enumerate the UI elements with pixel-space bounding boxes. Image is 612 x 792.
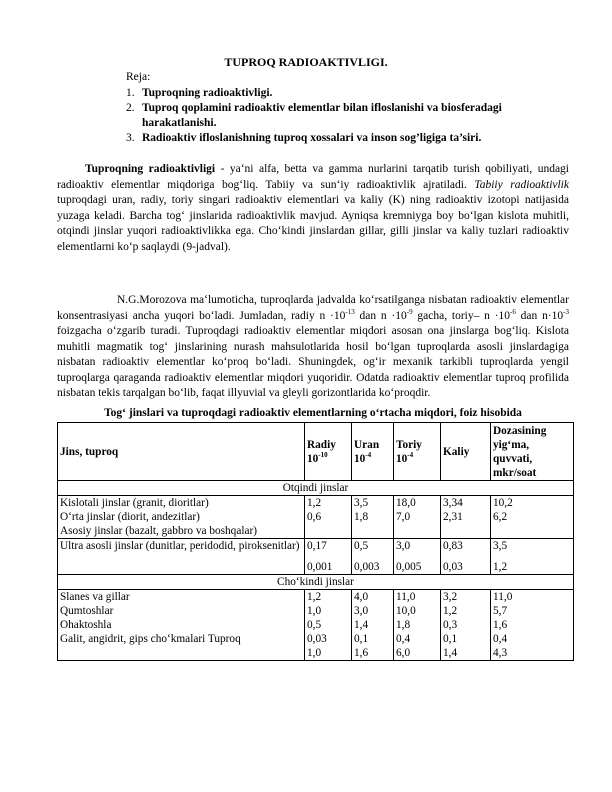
paragraph-radioactivity	[57, 162, 569, 255]
value: 3,0	[354, 605, 369, 617]
radium-cell	[305, 496, 352, 539]
page-title: TUPROQ RADIOAKTIVLIGI.	[224, 55, 388, 69]
potassium-cell	[441, 539, 491, 575]
exponent: -10	[318, 450, 328, 459]
rock-cell	[58, 539, 305, 575]
value: 0,4	[396, 633, 411, 645]
potassium-cell	[441, 496, 491, 539]
header-unit: 10	[396, 452, 408, 465]
value: 0,003	[354, 561, 380, 573]
paragraph-text: - ya‘ni alfa, betta va gamma nurlarini tarqatib turish qobiliyati, undagi radioaktiv elementlar miqdoriga bog‘liq. Tabiiy va sun‘iy radioaktivlik ajratiladi.	[57, 163, 569, 191]
table-row	[58, 539, 574, 575]
value: 1,4	[443, 647, 458, 659]
plan-label: Reja:	[126, 71, 151, 83]
paragraph-text: foizgacha o‘zgarib turadi. Tuproqdagi radioaktiv elementlar miqdori asosan ona jinslarga bog‘liq. Kislota muhitli magmatik tog‘ jinslarining nurash mahsulotlarida hosil bo‘lgan tuproqlarda asosli jinslardagiga nisbatan radioaktiv elementlar ko‘proq bo‘ladi. Shuningdek, og‘ir mexanik tarkibli tuproqlarda yengil tuproqlarga qaraganda radioaktiv elementlar miqdori yuqoridir. Odatda radioaktiv elementlar tuproq profilida nisbatan tekis tarqalgan bo‘lib, faqat illyuvial va gleyli gorizontlarida ko‘proqdir.	[57, 325, 569, 399]
table-caption: Tog‘ jinslari va tuproqdagi radioaktiv elementlarning o‘rtacha miqdori, foiz hisobida	[104, 407, 522, 419]
plan-item	[126, 131, 566, 146]
thorium-cell	[394, 496, 441, 539]
uranium-cell	[352, 539, 394, 575]
value: 5,7	[493, 605, 508, 617]
plan-item-number: 1.	[126, 87, 135, 99]
exponent: -9	[406, 307, 413, 316]
table-row	[58, 590, 574, 661]
plan-item-text: Tuproqning radioaktivligi.	[142, 87, 273, 99]
value: 0,17	[307, 540, 327, 552]
rock-cell	[58, 496, 305, 539]
plan-list	[126, 86, 566, 146]
value: 1,4	[354, 619, 369, 631]
value: 1,8	[354, 511, 369, 523]
radioactivity-table	[57, 422, 574, 661]
header-uranium	[352, 423, 394, 481]
thorium-cell	[394, 590, 441, 661]
thorium-cell	[394, 539, 441, 575]
value: 10,0	[396, 605, 416, 617]
value: 1,2	[493, 561, 508, 573]
value: 1,6	[493, 619, 508, 631]
value: 11,0	[493, 591, 513, 603]
exponent: -4	[407, 450, 414, 459]
value: 0,03	[307, 633, 327, 645]
paragraph-text: dan n ·10	[354, 309, 407, 322]
table-group-row	[58, 481, 574, 496]
header-label: Uran	[354, 438, 380, 451]
value: 1,6	[354, 647, 369, 659]
exponent: -4	[365, 450, 372, 459]
dose-cell	[491, 539, 574, 575]
value: 4,0	[354, 591, 369, 603]
rock-name: Slanes va gillar	[60, 591, 130, 603]
uranium-cell	[352, 590, 394, 661]
value: 0,001	[307, 561, 333, 573]
paragraph-lead-term: Tuproqning radioaktivligi	[85, 163, 216, 175]
header-unit: 10	[307, 452, 319, 465]
value: 3,5	[493, 540, 508, 552]
radium-cell	[305, 539, 352, 575]
value: 6,2	[493, 511, 508, 523]
value: 0,5	[354, 540, 369, 552]
value: 10,2	[493, 497, 513, 509]
value: 3,2	[443, 591, 458, 603]
paragraph-text: tuproqdagi uran, radiy, toriy singari radioaktiv elementlari va kaliy (K) ning radioaktiv izotopi natijasida yuzaga keladi. Barcha tog‘ jinslarida radioaktivlik mavjud. Ayniqsa kremniyga boy bo‘lgan kislota muhitli, otqindi jinslar yuqori radioaktivlikka ega. Cho‘kindi jinslardan gillar, gilli jinslar va kaliy tuzlari radioaktiv elementlarni ko‘p saqlaydi (9-jadval).	[57, 194, 569, 253]
header-dose: Dozasining yig‘ma, quvvati, mkr/soat	[491, 423, 574, 481]
rock-name: Kislotali jinslar (granit, dioritlar)	[60, 497, 209, 509]
value: 4,3	[493, 647, 508, 659]
value: 1,2	[443, 605, 458, 617]
plan-item-text: Radioaktiv ifloslanishning tuproq xossalari va inson sog’ligiga ta’siri.	[142, 132, 482, 144]
value: 1,0	[307, 647, 322, 659]
plan-item	[126, 101, 566, 131]
rock-cell	[58, 590, 305, 661]
exponent: -3	[563, 307, 569, 316]
plan-item-text: Tuproq qoplamini radioaktiv elementlar bilan ifloslanishi va biosferadagi harakatlanishi.	[142, 102, 502, 129]
value: 0,3	[443, 619, 458, 631]
value: 18,0	[396, 497, 416, 509]
dose-cell	[491, 496, 574, 539]
header-thorium	[394, 423, 441, 481]
value: 0,1	[354, 633, 369, 645]
dose-cell	[491, 590, 574, 661]
value: 0,4	[493, 633, 508, 645]
paragraph-italic-term: Tabiiy radioaktivlik	[474, 178, 569, 191]
header-label: Toriy	[396, 438, 422, 451]
radium-cell	[305, 590, 352, 661]
value: 3,5	[354, 497, 369, 509]
rock-name: Qumtoshlar	[60, 605, 114, 617]
paragraph-morozova	[57, 293, 569, 402]
plan-item-number: 2.	[126, 102, 135, 114]
value: 0,83	[443, 540, 463, 552]
plan-item	[126, 86, 566, 101]
rock-name: Galit, angidrit, gips cho‘kmalari Tuproq	[60, 633, 241, 645]
group-label: Otqindi jinslar	[58, 481, 574, 496]
group-label: Cho‘kindi jinslar	[58, 575, 574, 590]
header-rock: Jins, tuproq	[58, 423, 305, 481]
uranium-cell	[352, 496, 394, 539]
plan-item-number: 3.	[126, 132, 135, 144]
header-potassium: Kaliy	[441, 423, 491, 481]
value: 1,2	[307, 591, 322, 603]
table-row	[58, 496, 574, 539]
value: 3,0	[396, 540, 411, 552]
rock-name: O‘rta jinslar (diorit, andezitlar)	[60, 511, 200, 523]
potassium-cell	[441, 590, 491, 661]
value: 1,2	[307, 497, 322, 509]
value: 11,0	[396, 591, 416, 603]
value: 1,0	[307, 605, 322, 617]
value: 2,31	[443, 511, 463, 523]
exponent: -6	[510, 307, 516, 316]
rock-name: Asosiy jinslar (bazalt, gabbro va boshqalar)	[60, 525, 258, 537]
table-header-row	[58, 423, 574, 481]
table-group-row	[58, 575, 574, 590]
value: 0,03	[443, 561, 463, 573]
value: 1,8	[396, 619, 411, 631]
header-radium	[305, 423, 352, 481]
exponent: -13	[345, 307, 355, 316]
value: 6,0	[396, 647, 411, 659]
header-unit: 10	[354, 452, 366, 465]
paragraph-text: gacha, toriy– n ·10	[412, 309, 511, 322]
value: 0,1	[443, 633, 458, 645]
value: 3,34	[443, 497, 463, 509]
header-label: Radiy	[307, 438, 336, 451]
rock-name: Ultra asosli jinslar (dunitlar, peridodid, piroksenitlar)	[60, 540, 300, 552]
value: 7,0	[396, 511, 411, 523]
rock-name: Ohaktoshla	[60, 619, 112, 631]
value: 0,6	[307, 511, 322, 523]
value: 0,5	[307, 619, 322, 631]
paragraph-text: dan n·10	[515, 309, 564, 322]
value: 0,005	[396, 561, 422, 573]
paragraph-text: N.G.Morozova ma‘lumoticha, tuproqlarda jadvalda ko‘rsatilganga nisbatan radioaktiv elementlar konsentrasiyasi ancha yuqori bo‘ladi. Jumladan, radiy n ·10	[57, 294, 569, 322]
